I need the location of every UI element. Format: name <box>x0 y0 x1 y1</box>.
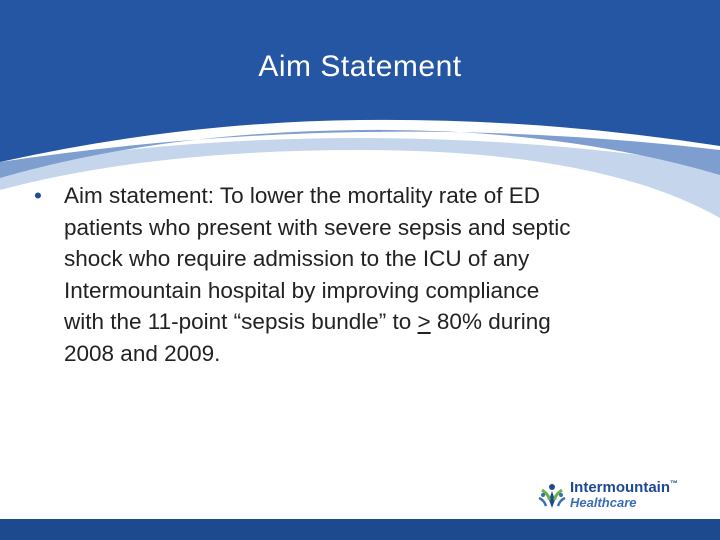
bullet-line <box>64 306 670 338</box>
bullet-dot-icon: • <box>34 183 42 208</box>
bullet-item <box>30 180 670 369</box>
people-figures-icon <box>536 480 568 512</box>
trademark-symbol: ™ <box>670 479 678 488</box>
logo-text-secondary: Healthcare <box>570 495 637 510</box>
bullet-line: Intermountain hospital by improving compliance <box>64 277 540 303</box>
slide-title: Aim Statement <box>258 50 462 83</box>
bullet-line: 2008 and 2009. <box>64 340 221 366</box>
bullet-line: shock who require admission to the ICU of any <box>64 246 530 271</box>
intermountain-logo <box>536 478 686 514</box>
bullet-line: Aim statement: To lower the mortality rate of ED <box>64 183 541 208</box>
bullet-line: patients who present with severe sepsis and septic <box>64 214 571 240</box>
bullet-list <box>30 180 670 369</box>
footer-bar <box>0 519 720 540</box>
bullet-text: with the 11-point “sepsis bundle” to <box>64 309 418 334</box>
bullet-text: 80% during <box>430 309 551 334</box>
greater-equal-symbol: > <box>417 309 431 334</box>
logo-wordmark: Intermountain <box>570 479 670 496</box>
logo-text-primary <box>570 479 678 496</box>
